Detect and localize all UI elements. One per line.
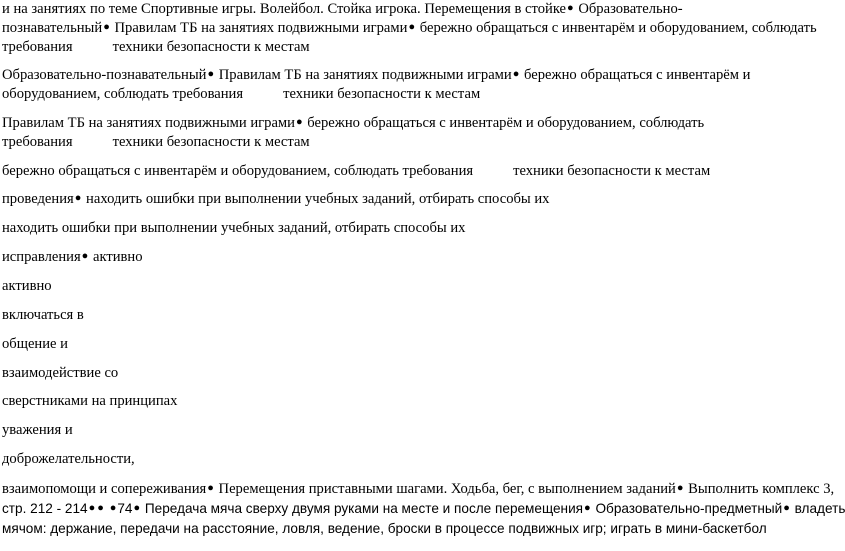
text: Образовательно-познавательный	[2, 67, 207, 83]
bullet-icon: ●	[74, 192, 82, 204]
p1-line-2	[2, 19, 817, 38]
p1-line-1	[2, 0, 683, 19]
text: техники безопасности к местам	[513, 163, 711, 179]
bullet-icon: ●	[676, 482, 684, 494]
bullet-icon: ●	[88, 502, 96, 514]
bullet-icon: ●	[97, 502, 104, 514]
text: оборудованием, соблюдать требования	[2, 86, 244, 102]
text: техники безопасности к местам	[112, 134, 310, 150]
p5-line-1	[2, 190, 549, 209]
word-line: взаимодействие со	[2, 365, 119, 381]
bullet-icon: ●	[133, 502, 141, 514]
p3-line-1	[2, 114, 704, 133]
text: требования	[2, 134, 73, 150]
word-line: активно	[2, 278, 52, 294]
word-line: общение и	[2, 336, 68, 352]
text: Правилам ТБ на занятиях подвижными играми	[215, 67, 512, 83]
text: бережно обращаться с инвентарём и оборудованием, соблюдать	[303, 115, 705, 131]
text: находить ошибки при выполнении учебных заданий, отбирать способы их	[2, 220, 466, 236]
text: Правилам ТБ на занятиях подвижными играми	[110, 20, 408, 36]
bullet-icon: ●	[567, 2, 574, 14]
text: Выполнить комплекс 3,	[684, 481, 835, 497]
p1-line-3	[2, 38, 310, 56]
text: 74	[117, 501, 133, 516]
word-line: включаться в	[2, 307, 84, 323]
bullet-icon: ●	[207, 68, 215, 80]
plast-line-1	[2, 480, 834, 499]
text: исправления	[2, 249, 81, 265]
bullet-icon: ●	[408, 21, 416, 33]
text: находить ошибки при выполнении учебных заданий, отбирать способы их	[82, 191, 550, 207]
text: техники безопасности к местам	[283, 86, 481, 102]
text: проведения	[2, 191, 74, 207]
bullet-icon: ●	[207, 482, 214, 494]
text: Образовательно-	[574, 1, 683, 17]
text: Перемещения приставными шагами. Ходьба, бег, с выполнением заданий	[214, 481, 676, 497]
text: активно	[89, 249, 143, 265]
p6-line-1	[2, 219, 465, 237]
text: и на занятиях по теме Спортивные игры. Волейбол. Стойка игрока. Перемещения в стойке	[2, 1, 567, 17]
bullet-icon: ●	[584, 502, 591, 514]
bullet-icon: ●	[103, 21, 110, 33]
p2-line-2	[2, 85, 480, 103]
text: стр. 212 - 214	[2, 501, 88, 516]
word-line: доброжелательности,	[2, 451, 135, 467]
word-line: уважения и	[2, 422, 73, 438]
p7-line-1	[2, 248, 143, 267]
text: Передача мяча сверху двумя руками на месте и после перемещения	[141, 501, 584, 516]
plast-line-3: мячом: держание, передачи на расстояние, ловля, ведение, броски в процессе подвижных игр; играть в мини-баскетбол	[2, 521, 767, 536]
bullet-icon: ●	[783, 502, 790, 514]
text: взаимопомощи и сопереживания	[2, 481, 207, 497]
p2-line-1	[2, 66, 750, 85]
bullet-icon: ●	[109, 502, 117, 514]
bullet-icon: ●	[81, 250, 89, 262]
text: бережно обращаться с инвентарём и оборудованием, соблюдать требования	[2, 163, 474, 179]
bullet-icon: ●	[512, 68, 520, 80]
text: познавательный	[2, 20, 103, 36]
bullet-icon: ●	[295, 116, 303, 128]
text: бережно обращаться с инвентарём и оборудованием, соблюдать	[416, 20, 817, 36]
text: техники безопасности к местам	[112, 39, 310, 55]
text: Образовательно-предметный	[591, 501, 783, 516]
plast-line-2	[2, 500, 845, 519]
word-line: сверстниками на принципах	[2, 393, 178, 409]
text: требования	[2, 39, 73, 55]
text: владеть	[790, 501, 845, 516]
text: бережно обращаться с инвентарём и	[520, 67, 751, 83]
text: Правилам ТБ на занятиях подвижными играми	[2, 115, 295, 131]
p3-line-2	[2, 133, 310, 151]
p4-line-1	[2, 162, 710, 180]
